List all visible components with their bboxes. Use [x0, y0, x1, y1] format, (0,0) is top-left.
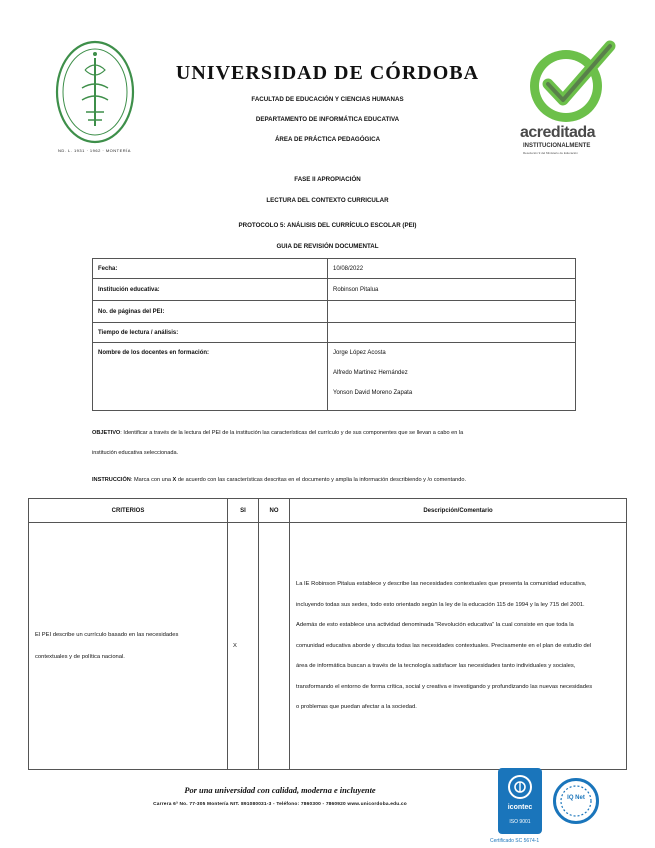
table-row	[93, 259, 576, 279]
table-row	[29, 523, 627, 770]
description-line: transformando el entorno de forma crítica, social y creativa e investigando y profundizando las nuevas necesidades	[296, 683, 593, 690]
reading-time-value	[328, 323, 576, 343]
protocol-title: PROTOCOLO 5: ANÁLISIS DEL CURRÍCULO ESCOLAR (PEI)	[238, 222, 417, 229]
description-line: comunidad educativa aborde y discuta todas las necesidades contextuales. Precisamente en el plan de estudio del	[296, 642, 592, 649]
icontec-logo	[498, 768, 542, 834]
reading-title: LECTURA DEL CONTEXTO CURRICULAR	[266, 197, 389, 204]
reading-time-label: Tiempo de lectura / análisis:	[93, 323, 328, 343]
certificate-caption: Certificado SC 5674-1	[490, 838, 540, 844]
instruction-mark: X	[172, 477, 177, 483]
document-info-table	[92, 258, 576, 411]
area-name: ÁREA DE PRÁCTICA PEDAGÓGICA	[274, 136, 381, 143]
instruction-label: INSTRUCCIÓN	[92, 477, 131, 483]
criterion-text-2: contextuales y de política nacional.	[35, 654, 125, 660]
institution-label: Institución educativa:	[93, 279, 328, 301]
guide-title: GUIA DE REVISIÓN DOCUMENTAL	[276, 243, 379, 250]
table-row	[93, 343, 576, 411]
teacher-name: Yonson David Moreno Zapata	[333, 390, 413, 396]
objective-label: OBJETIVO	[92, 430, 121, 436]
accreditation-word: acreditada	[520, 124, 596, 141]
iso-label: ISO 9001	[509, 819, 531, 825]
iqnet-logo	[553, 778, 599, 824]
accreditation-note: Resolución 9 del Ministerio de Educación	[523, 151, 578, 155]
description-line: La IE Robinson Pitalua establece y describe las necesidades contextuales que presenta la comunidad educativa,	[296, 580, 587, 587]
accreditation-subtitle: INSTITUCIONALMENTE	[523, 143, 591, 149]
university-name: UNIVERSIDAD DE CÓRDOBA	[175, 62, 480, 84]
table-header-row	[29, 499, 627, 523]
faculty-name: FACULTAD DE EDUCACIÓN Y CIENCIAS HUMANAS	[251, 96, 404, 103]
seal-caption: ND. L. 1931 · 1962 · MONTERÍA	[58, 148, 131, 153]
iqnet-icon	[556, 781, 596, 821]
description-header: Descripción/Comentario	[290, 499, 627, 523]
yes-mark: X	[228, 523, 259, 770]
table-row	[93, 301, 576, 323]
teachers-list	[328, 343, 576, 411]
description-line: incluyendo todas sus sedes, todo esto orientado según la ley de la educación 115 de 1994 y la ley 715 del 2001.	[296, 601, 585, 608]
objective-text-2: institución educativa seleccionada.	[92, 450, 179, 456]
footer-address: Carrera 6ª No. 77-305 Montería NIT. 891080031-3 - Teléfono: 7860300 - 7860920 www.unicordoba.edu.co	[153, 802, 407, 807]
criterion-text: El PEI describe un currículo basado en las necesidades	[35, 632, 179, 638]
accreditation-logo	[520, 40, 620, 158]
teacher-name: Jorge López Acosta	[333, 350, 386, 356]
department-name: DEPARTAMENTO DE INFORMÁTICA EDUCATIVA	[255, 116, 400, 123]
no-header: NO	[259, 499, 290, 523]
icontec-label: icontec	[507, 804, 533, 811]
table-row	[93, 323, 576, 343]
pages-value	[328, 301, 576, 323]
phase-title: FASE II APROPIACIÓN	[294, 176, 361, 183]
pages-label: No. de páginas del PEI:	[93, 301, 328, 323]
table-row	[93, 279, 576, 301]
objective-paragraph	[92, 423, 572, 463]
instruction-paragraph	[92, 470, 592, 490]
date-label: Fecha:	[93, 259, 328, 279]
criterion-cell	[29, 523, 228, 770]
footer-motto: Por una universidad con calidad, moderna e incluyente	[184, 786, 376, 795]
criteria-header: CRITERIOS	[29, 499, 228, 523]
description-line: o problemas que puedan afectar a la sociedad.	[296, 704, 417, 711]
instruction-text-pre: : Marca con una	[130, 477, 173, 483]
institution-value: Robinson Pitalua	[328, 279, 576, 301]
teacher-name: Alfredo Martinez Hernández	[333, 370, 408, 376]
objective-text: : Identificar a través de la lectura del PEI de la institución las características del currículo y de sus componentes que se llevan a cabo en la	[120, 430, 464, 436]
description-line: área de informática buscan a través de la tecnología satisfacer las necesidades tanto individuales y sociales,	[296, 663, 576, 670]
checkmark-icon	[520, 40, 620, 128]
criteria-table	[28, 498, 627, 770]
date-value: 10/08/2022	[328, 259, 576, 279]
description-cell	[290, 523, 627, 770]
yes-header: SI	[228, 499, 259, 523]
no-mark	[259, 523, 290, 770]
teachers-label	[93, 343, 328, 411]
teachers-label-text: Nombre de los docentes en formación:	[98, 350, 210, 356]
iqnet-label: IQ Net	[567, 795, 585, 801]
instruction-text-post: de acuerdo con las características descritas en el documento y amplia la información describiendo y /o comentando.	[176, 477, 467, 483]
description-line: Además de esto establece una actividad denominada “Revolución educativa” la cual consiste en que toda la	[296, 622, 574, 629]
icontec-icon	[498, 770, 542, 804]
